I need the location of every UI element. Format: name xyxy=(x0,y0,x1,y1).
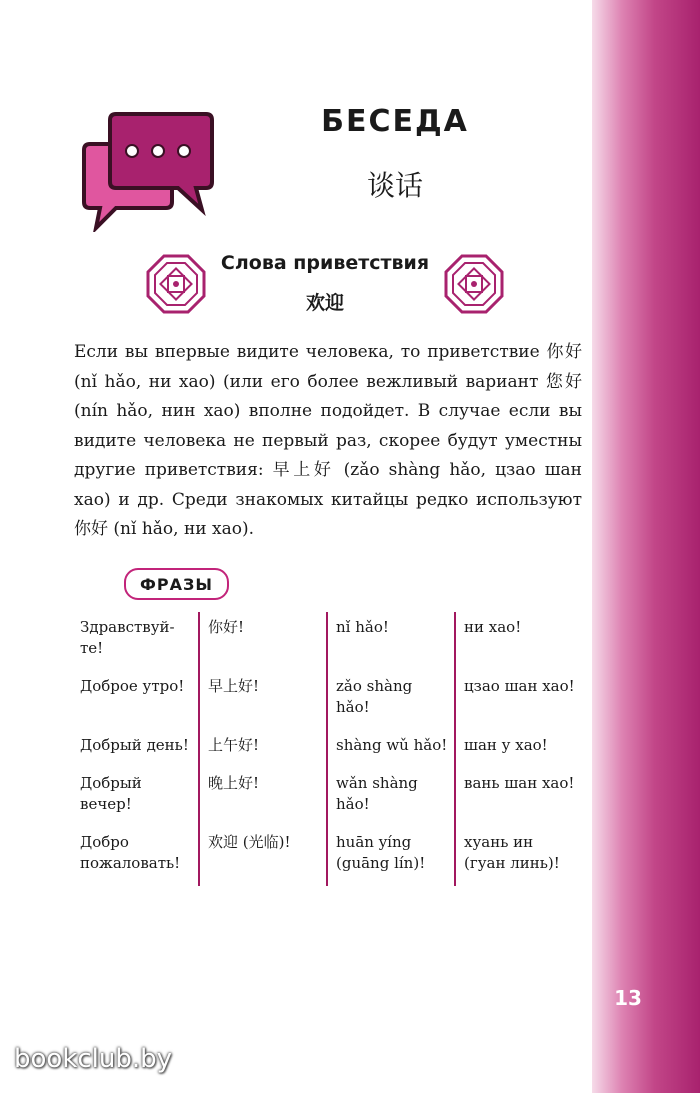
phrase-transliteration: ни хао! xyxy=(455,612,584,671)
phrase-transliteration: хуань ин (гуан линь)! xyxy=(455,827,584,886)
phrase-russian: Добро пожаловать! xyxy=(80,833,181,872)
side-section-label: БЕСЕДА xyxy=(36,475,72,641)
phrase-chinese: 上午好! xyxy=(199,730,327,768)
phrase-pinyin: shàng wǔ hǎo! xyxy=(327,730,455,768)
page-title: БЕСЕДА xyxy=(321,104,469,139)
phrase-table xyxy=(80,612,584,886)
phrase-chinese: 早上好! xyxy=(199,671,327,730)
table-row xyxy=(80,768,584,827)
body-paragraph: Если вы впервые видите человека, то приветствие 你好 (nǐ hǎo, ни хао) (или его более вежливый вариант 您好 (nín hǎo, нин хао) вполне подойдет. В случае если вы видите человека не первый раз, скорее будут уместны другие приветствия: 早上好 (zǎo shàng hǎo, цзао шан хао) и др. Среди знакомых китайцы редко используют 你好 (nǐ hǎo, ни хао). xyxy=(74,342,582,539)
phrase-chinese: 你好! xyxy=(199,612,327,671)
page-number: 13 xyxy=(614,986,642,1010)
phrase-transliteration: вань шан хао! xyxy=(455,768,584,827)
table-row xyxy=(80,671,584,730)
octagon-ornament-icon xyxy=(146,254,206,314)
phrases-badge: ФРАЗЫ xyxy=(124,568,229,600)
section-heading-chinese: 欢迎 xyxy=(305,292,344,314)
phrase-transliteration: шан у хао! xyxy=(455,730,584,768)
table-row xyxy=(80,827,584,886)
phrase-russian: Здравствуй-те! xyxy=(80,618,175,657)
phrase-russian: Доброе утро! xyxy=(80,677,185,695)
page-title-chinese: 谈话 xyxy=(366,169,423,202)
side-bar xyxy=(592,0,700,1093)
phrase-pinyin: nǐ hǎo! xyxy=(327,612,455,671)
phrase-pinyin: wǎn shàng hǎo! xyxy=(327,768,455,827)
phrase-chinese: 欢迎 (光临)! xyxy=(199,827,327,886)
phrase-pinyin: zǎo shàng hǎo! xyxy=(327,671,455,730)
phrase-chinese: 晚上好! xyxy=(199,768,327,827)
phrase-pinyin: huān yíng (guāng lín)! xyxy=(327,827,455,886)
phrase-transliteration: цзао шан хао! xyxy=(455,671,584,730)
octagon-ornament-icon xyxy=(444,254,504,314)
chat-bubbles-icon xyxy=(74,110,216,232)
phrase-russian: Добрый день! xyxy=(80,736,189,754)
phrase-russian: Добрый вечер! xyxy=(80,774,142,813)
table-row xyxy=(80,612,584,671)
section-heading: Слова приветствия xyxy=(220,252,430,274)
watermark: bookclub.by xyxy=(14,1044,173,1074)
table-row xyxy=(80,730,584,768)
